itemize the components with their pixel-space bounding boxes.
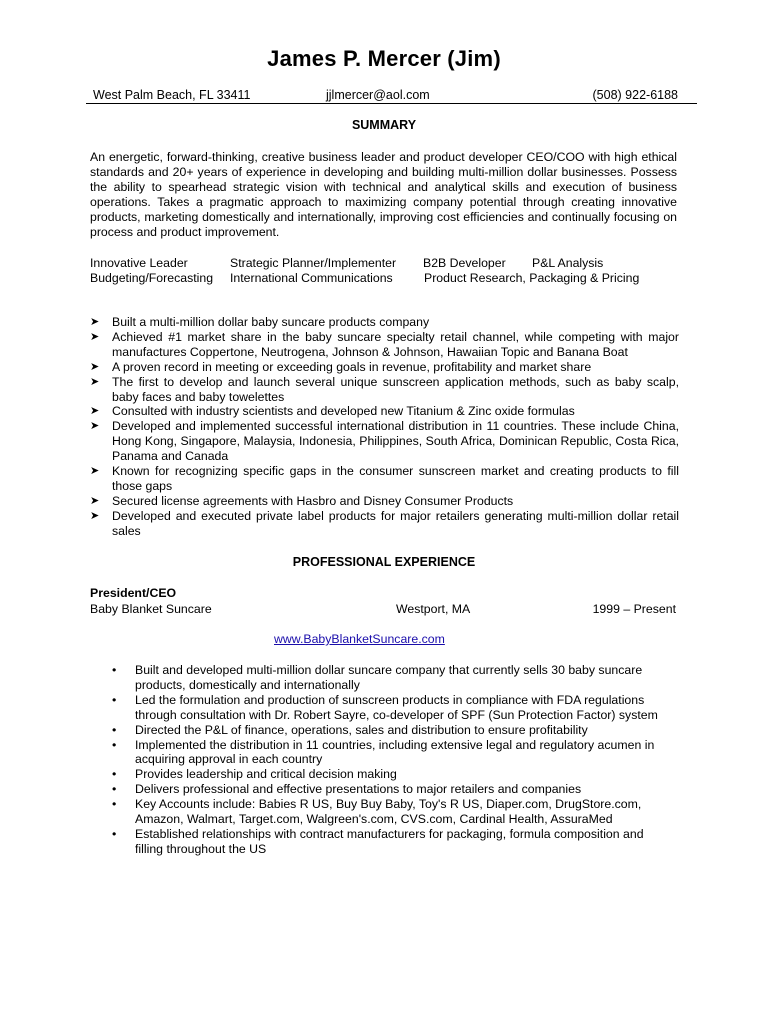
list-item-text: Developed and implemented successful international distribution in 11 countries. These include China, Hong Kong, Singapore, Malaysia, Indonesia, Philippines, South Africa, Dominican Republic, Costa Rica, Panama and Canada <box>112 419 679 464</box>
list-item-text: Secured license agreements with Hasbro and Disney Consumer Products <box>112 493 514 508</box>
list-item-text: Developed and executed private label products for major retailers generating multi-million dollar retail sales <box>112 508 679 538</box>
list-item <box>90 315 679 330</box>
list-item <box>90 464 679 494</box>
list-item-text: Led the formulation and production of sunscreen products in compliance with FDA regulations through consultation with Dr. Robert Sayre, co-developer of SPF (Sun Protection Factor) system <box>135 692 658 722</box>
bullet-icon: • <box>112 797 117 812</box>
list-item <box>112 738 672 768</box>
skill-item: Strategic Planner/Implementer <box>230 256 397 270</box>
arrow-bullet-icon: ➤ <box>90 330 100 343</box>
candidate-name: James P. Mercer (Jim) <box>267 46 501 71</box>
summary-paragraph: An energetic, forward-thinking, creative business leader and product developer CEO/COO with high ethical standards and 20+ years of experience in developing and building multi-million dollar businesses. Possess the ability to spearhead strategic vision with technical and analytical skills and execution of business operations. Takes a pragmatic approach to maximizing company potential through creating innovative products, marketing domestically and internationally, improving cost efficiencies and continually focusing on process and product improvement. <box>90 150 677 240</box>
arrow-bullet-icon: ➤ <box>90 509 100 522</box>
skill-item: B2B Developer <box>423 256 506 270</box>
skills-grid <box>90 256 690 288</box>
list-item <box>112 663 672 693</box>
job-location: Westport, MA <box>396 602 471 616</box>
job-title: President/CEO <box>90 586 177 600</box>
job-details-row <box>90 602 676 618</box>
list-item <box>90 360 679 375</box>
list-item <box>112 693 672 723</box>
bullet-icon: • <box>112 737 117 752</box>
bullet-icon: • <box>112 722 117 737</box>
list-item <box>90 375 679 405</box>
list-item-text: Implemented the distribution in 11 countries, including extensive legal and regulatory acumen in acquiring approval in each country <box>135 737 655 767</box>
arrow-bullet-icon: ➤ <box>90 316 100 328</box>
arrow-bullet-icon: ➤ <box>90 420 100 433</box>
list-item <box>112 782 672 797</box>
skill-item: Product Research, Packaging & Pricing <box>424 271 640 285</box>
list-item <box>90 509 679 539</box>
list-item-text: Provides leadership and critical decision making <box>135 767 397 782</box>
duties-list <box>112 663 672 857</box>
list-item-text: Directed the P&L of finance, operations, sales and distribution to ensure profitability <box>135 722 588 737</box>
header-divider <box>86 103 697 104</box>
list-item-text: Consulted with industry scientists and developed new Titanium & Zinc oxide formulas <box>112 404 575 419</box>
skill-item: International Communications <box>230 271 393 285</box>
list-item <box>90 404 679 419</box>
list-item-text: A proven record in meeting or exceeding goals in revenue, profitability and market share <box>112 359 592 374</box>
list-item-text: Built and developed multi-million dollar suncare company that currently sells 30 baby suncare products, domestically and internationally <box>135 663 643 692</box>
contact-location: West Palm Beach, FL 33411 <box>93 88 251 102</box>
contact-phone: (508) 922-6188 <box>592 88 678 102</box>
bullet-icon: • <box>112 782 117 797</box>
skill-item: Innovative Leader <box>90 256 188 270</box>
list-item <box>90 494 679 509</box>
list-item-text: Delivers professional and effective presentations to major retailers and companies <box>135 782 582 797</box>
list-item-text: Key Accounts include: Babies R US, Buy Buy Baby, Toy's R US, Diaper.com, DrugStore.com, Amazon, Walmart, Target.com, Walgreen's.com, CVS.com, Cardinal Health, AssuraMed <box>135 797 642 827</box>
bullet-icon: • <box>112 663 117 677</box>
summary-heading: SUMMARY <box>351 118 417 132</box>
job-company: Baby Blanket Suncare <box>90 602 212 616</box>
bullet-icon: • <box>112 826 117 841</box>
list-item-text: Known for recognizing specific gaps in the consumer sunscreen market and creating products to fill those gaps <box>112 464 679 493</box>
list-item <box>112 767 672 782</box>
arrow-bullet-icon: ➤ <box>90 360 100 373</box>
contact-email: jjlmercer@aol.com <box>326 88 430 102</box>
job-dates: 1999 – Present <box>592 602 676 616</box>
highlights-list <box>90 315 679 539</box>
skill-item: P&L Analysis <box>532 256 604 270</box>
list-item-text: The first to develop and launch several unique sunscreen application methods, such as baby scalp, baby faces and baby towelettes <box>112 374 679 404</box>
list-item <box>90 330 679 360</box>
list-item-text: Achieved #1 market share in the baby suncare specialty retail channel, while competing with major manufactures Coppertone, Neutrogena, Johnson & Johnson, Hawaiian Topic and Banana Boat <box>112 329 679 359</box>
list-item <box>112 797 672 827</box>
list-item <box>112 723 672 738</box>
list-item <box>90 419 679 464</box>
company-website-link[interactable]: www.BabyBlanketSuncare.com <box>274 632 445 646</box>
list-item-text: Established relationships with contract manufacturers for packaging, formula composition and filling throughout the US <box>135 826 644 856</box>
list-item-text: Built a multi-million dollar baby suncare products company <box>112 315 430 329</box>
list-item <box>112 827 672 857</box>
arrow-bullet-icon: ➤ <box>90 494 100 507</box>
arrow-bullet-icon: ➤ <box>90 465 100 478</box>
experience-heading: PROFESSIONAL EXPERIENCE <box>292 555 476 569</box>
arrow-bullet-icon: ➤ <box>90 375 100 388</box>
bullet-icon: • <box>112 767 117 782</box>
bullet-icon: • <box>112 692 117 707</box>
arrow-bullet-icon: ➤ <box>90 405 100 418</box>
skill-item: Budgeting/Forecasting <box>90 271 214 285</box>
